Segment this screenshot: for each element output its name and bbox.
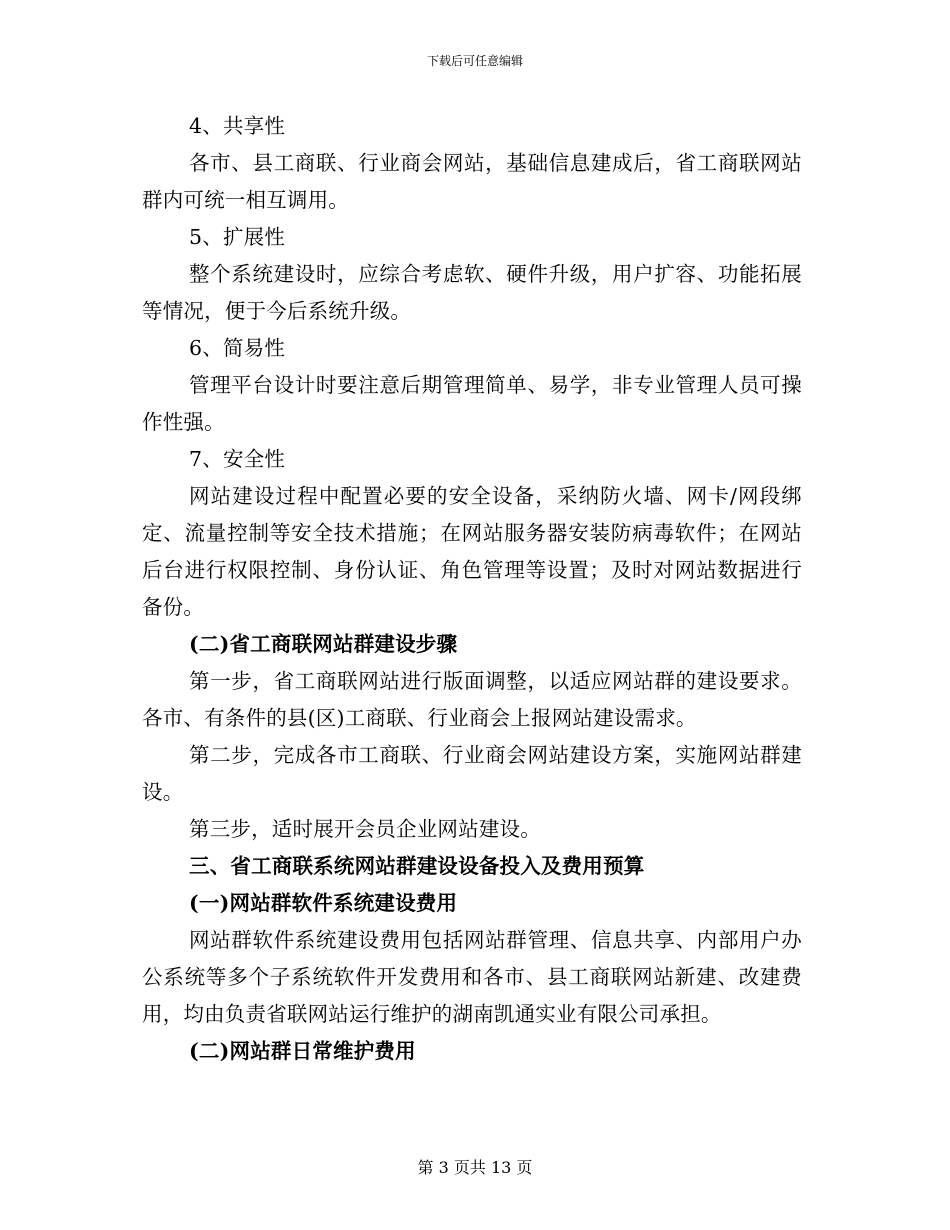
paragraph-sharing: 各市、县工商联、行业商会网站，基础信息建成后，省工商联网站群内可统一相互调用。 <box>142 151 802 212</box>
heading-sharing: 4、共享性 <box>189 114 286 138</box>
heading-simplicity: 6、简易性 <box>189 336 286 360</box>
page-header: 下载后可任意编辑 <box>426 54 523 68</box>
paragraph-simplicity: 管理平台设计时要注意后期管理简单、易学，非专业管理人员可操作性强。 <box>142 373 802 434</box>
page-footer: 第 3 页共 13 页 <box>417 1158 533 1177</box>
paragraph-security: 网站建设过程中配置必要的安全设备，采纳防火墙、网卡/网段绑定、流量控制等安全技术措施；在网站服务器安装防病毒软件；在网站后台进行权限控制、身份认证、角色管理等设置；及时对网站数据进行备份。 <box>142 484 802 619</box>
paragraph-step-two: 第二步，完成各市工商联、行业商会网站建设方案，实施网站群建设。 <box>142 743 802 804</box>
heading-security: 7、安全性 <box>189 447 286 471</box>
paragraph-software-cost: 网站群软件系统建设费用包括网站群管理、信息共享、内部用户办公系统等多个子系统软件开发费用和各市、县工商联网站新建、改建费用，均由负责省联网站运行维护的湖南凯通实业有限公司承担。 <box>142 928 802 1026</box>
heading-extensibility: 5、扩展性 <box>189 225 286 249</box>
section-heading-steps: (二)省工商联网站群建设步骤 <box>189 632 458 656</box>
section-heading-maintenance-cost: (二)网站群日常维护费用 <box>189 1039 416 1063</box>
document-body <box>142 108 802 1070</box>
paragraph-step-one: 第一步，省工商联网站进行版面调整，以适应网站群的建设要求。各市、有条件的县(区)工商联、行业商会上报网站建设需求。 <box>142 669 802 730</box>
chapter-heading-budget: 三、省工商联系统网站群建设设备投入及费用预算 <box>189 854 645 878</box>
paragraph-extensibility: 整个系统建设时，应综合考虑软、硬件升级，用户扩容、功能拓展等情况，便于今后系统升级。 <box>142 262 802 323</box>
paragraph-step-three: 第三步，适时展开会员企业网站建设。 <box>189 817 541 841</box>
section-heading-software-cost: (一)网站群软件系统建设费用 <box>189 891 458 915</box>
